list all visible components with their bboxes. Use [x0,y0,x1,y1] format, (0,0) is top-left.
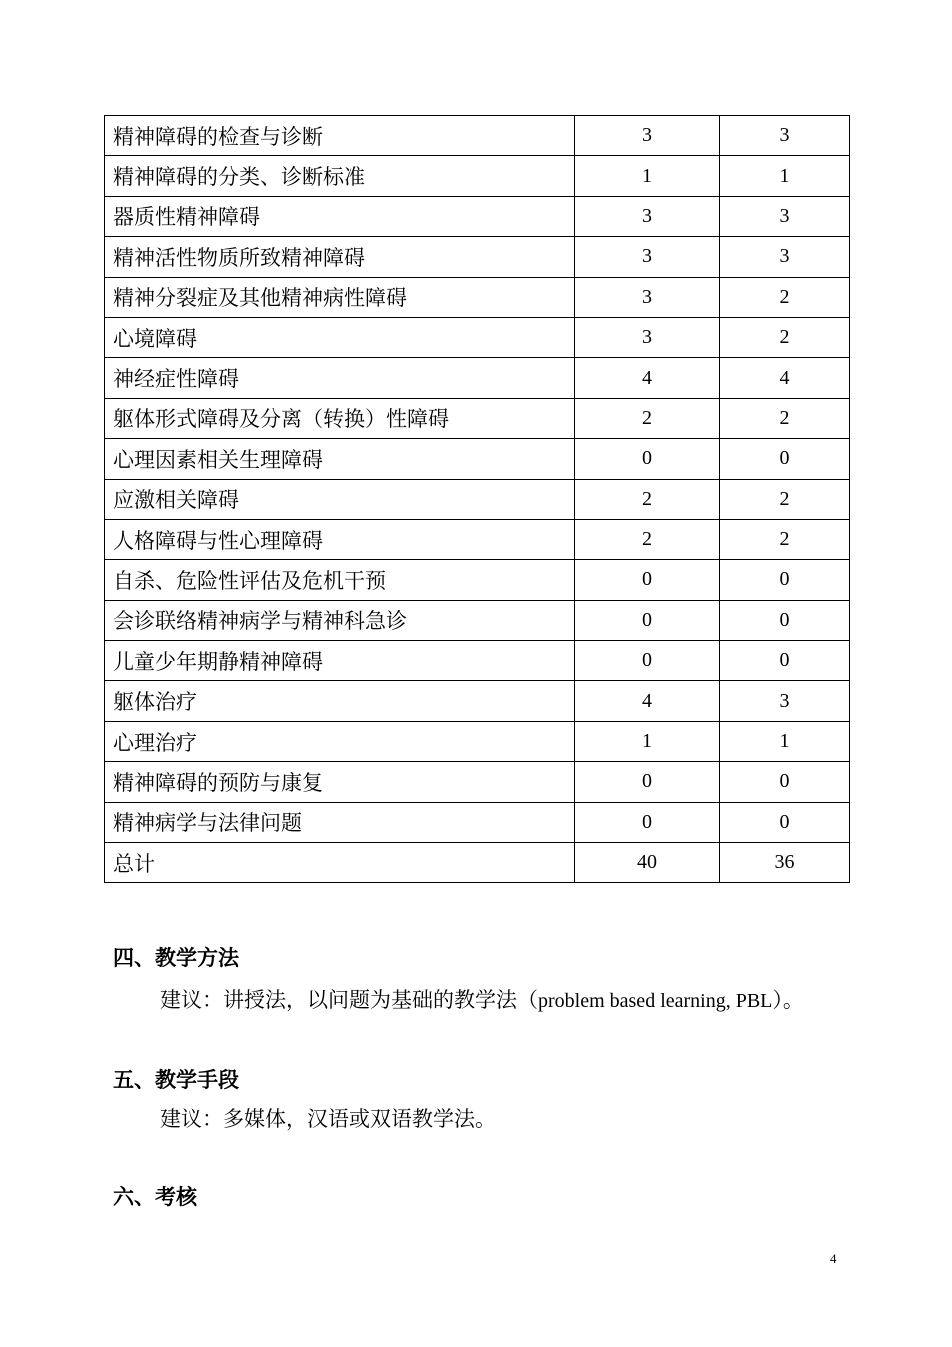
page-number: 4 [830,1251,837,1266]
table-row [105,519,850,559]
hours-a-cell: 0 [575,762,720,802]
topic-cell: 精神活性物质所致精神障碍 [105,237,575,277]
hours-b-cell: 36 [720,843,850,883]
topic-cell: 自杀、危险性评估及危机干预 [105,560,575,600]
hours-b-cell: 2 [720,277,850,317]
hours-a-cell: 0 [575,600,720,640]
table-row [105,802,850,842]
hours-b-cell: 0 [720,439,850,479]
hours-table [104,115,850,883]
hours-b-cell: 2 [720,317,850,357]
topic-cell: 儿童少年期静精神障碍 [105,641,575,681]
topic-cell: 应激相关障碍 [105,479,575,519]
table-row [105,196,850,236]
hours-table-body [105,116,850,883]
table-row [105,681,850,721]
hours-b-cell: 0 [720,560,850,600]
section-heading-means: 五、教学手段 [113,1068,239,1092]
hours-b-cell: 4 [720,358,850,398]
topic-cell: 精神障碍的检查与诊断 [105,116,575,156]
table-row [105,277,850,317]
table-row [105,600,850,640]
table-row [105,479,850,519]
hours-a-cell: 4 [575,358,720,398]
topic-cell: 精神病学与法律问题 [105,802,575,842]
section-body-methods [160,984,804,1014]
hours-a-cell: 1 [575,721,720,761]
methods-text-latin: problem based learning, PBL [538,990,773,1012]
table-row [105,116,850,156]
table-row [105,439,850,479]
hours-a-cell: 40 [575,843,720,883]
hours-a-cell: 2 [575,398,720,438]
hours-b-cell: 0 [720,600,850,640]
hours-b-cell: 1 [720,156,850,196]
methods-text-prefix: 建议：讲授法，以问题为基础的教学法（ [160,988,538,1012]
methods-text-suffix: ）。 [772,988,804,1012]
hours-a-cell: 3 [575,317,720,357]
hours-b-cell: 3 [720,116,850,156]
table-row [105,398,850,438]
hours-a-cell: 2 [575,519,720,559]
hours-b-cell: 3 [720,237,850,277]
topic-cell: 心理治疗 [105,721,575,761]
hours-a-cell: 3 [575,116,720,156]
topic-cell: 神经症性障碍 [105,358,575,398]
table-row-total [105,843,850,883]
hours-b-cell: 2 [720,398,850,438]
hours-a-cell: 3 [575,196,720,236]
topic-cell: 精神障碍的分类、诊断标准 [105,156,575,196]
topic-cell: 躯体形式障碍及分离（转换）性障碍 [105,398,575,438]
table-row [105,237,850,277]
table-row [105,721,850,761]
topic-cell: 心理因素相关生理障碍 [105,439,575,479]
topic-cell: 器质性精神障碍 [105,196,575,236]
hours-a-cell: 1 [575,156,720,196]
hours-b-cell: 3 [720,681,850,721]
topic-cell: 精神分裂症及其他精神病性障碍 [105,277,575,317]
hours-a-cell: 3 [575,277,720,317]
hours-b-cell: 0 [720,641,850,681]
hours-a-cell: 0 [575,439,720,479]
table-row [105,560,850,600]
hours-b-cell: 1 [720,721,850,761]
table-row [105,762,850,802]
topic-cell: 总计 [105,843,575,883]
hours-a-cell: 0 [575,802,720,842]
hours-b-cell: 3 [720,196,850,236]
table-row [105,317,850,357]
hours-b-cell: 0 [720,802,850,842]
section-heading-assessment: 六、考核 [113,1185,197,1209]
section-body-means: 建议：多媒体，汉语或双语教学法。 [160,1107,496,1131]
hours-a-cell: 0 [575,560,720,600]
table-row [105,358,850,398]
topic-cell: 心境障碍 [105,317,575,357]
hours-a-cell: 0 [575,641,720,681]
topic-cell: 精神障碍的预防与康复 [105,762,575,802]
topic-cell: 人格障碍与性心理障碍 [105,519,575,559]
hours-b-cell: 2 [720,519,850,559]
hours-b-cell: 0 [720,762,850,802]
hours-a-cell: 3 [575,237,720,277]
topic-cell: 会诊联络精神病学与精神科急诊 [105,600,575,640]
hours-a-cell: 4 [575,681,720,721]
table-row [105,156,850,196]
topic-cell: 躯体治疗 [105,681,575,721]
section-heading-methods: 四、教学方法 [113,946,239,970]
table-row [105,641,850,681]
hours-a-cell: 2 [575,479,720,519]
hours-b-cell: 2 [720,479,850,519]
